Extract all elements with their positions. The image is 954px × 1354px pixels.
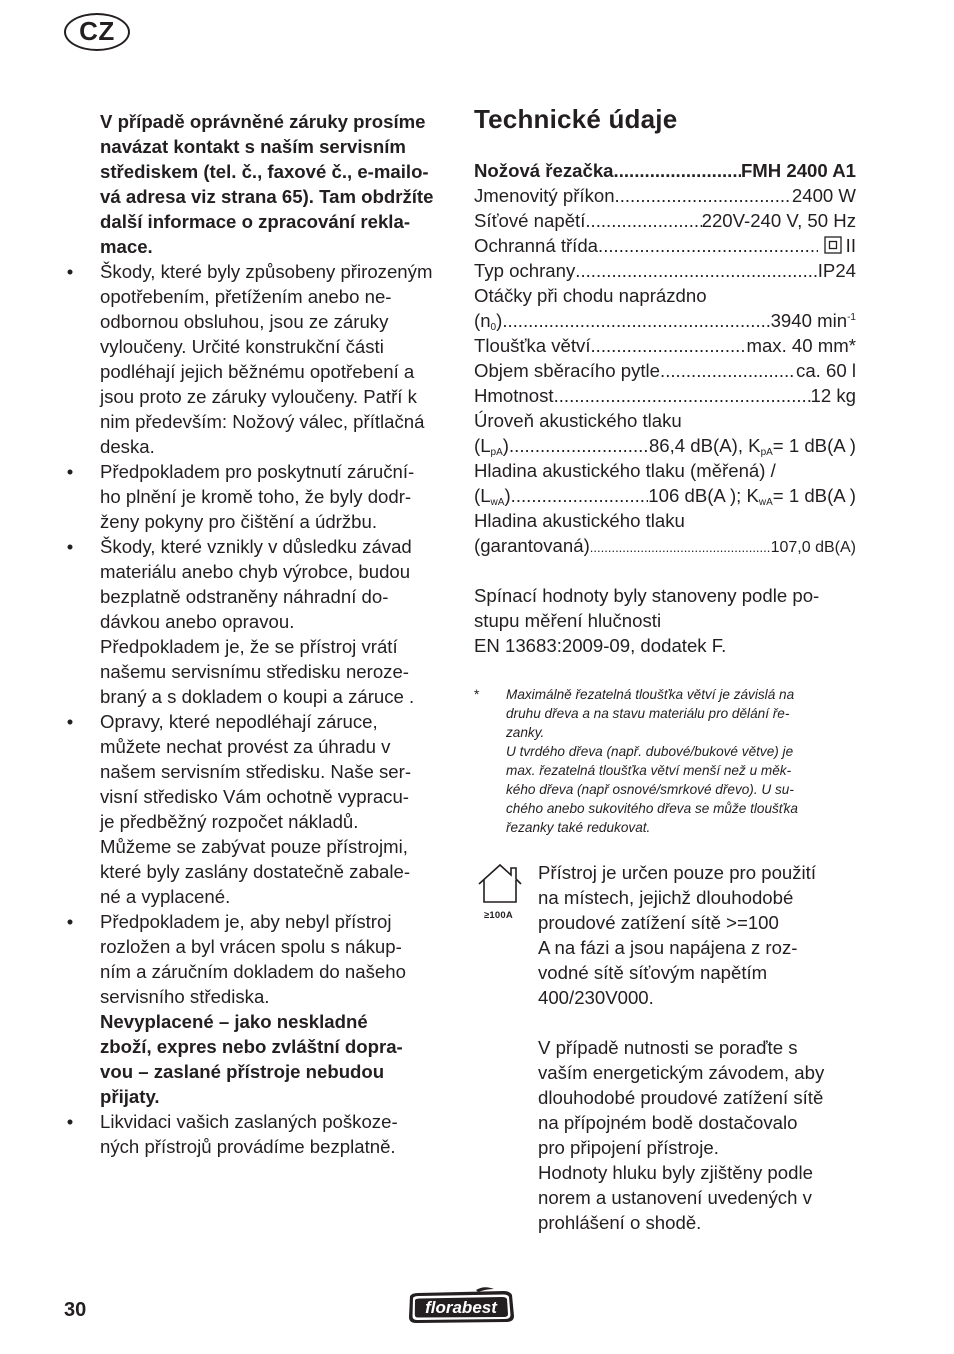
current-rating-label: ≥100A <box>484 910 513 921</box>
text-line: norem a ustanovení uvedených v <box>538 1187 812 1208</box>
text-line: ných přístrojů provádíme bezplatně. <box>100 1136 396 1157</box>
double-insulation-icon <box>824 236 842 254</box>
text-line: ním a záručním dokladem do našeho <box>100 961 406 982</box>
spec-value: 2400 W <box>791 185 856 206</box>
spec-label: Typ ochrany <box>474 260 576 281</box>
spec-value <box>818 233 856 258</box>
text-line: visní středisko Vám ochotně vypracu- <box>100 786 409 807</box>
label-sub: wA <box>490 497 505 508</box>
section-heading: Technické údaje <box>474 104 678 134</box>
warranty-bullet-5 <box>64 909 454 1109</box>
footnote-star: * <box>474 687 480 702</box>
text-line: Opravy, které nepodléhají záruce, <box>100 711 378 732</box>
text-line: V případě nutnosti se poraďte s <box>538 1037 798 1058</box>
dot-leader <box>598 233 818 258</box>
text-line: rozložen a byl vrácen spolu s nákup- <box>100 936 402 957</box>
warranty-bullet-6 <box>64 1109 454 1159</box>
text-line: mace. <box>100 236 153 257</box>
spec-value <box>648 483 856 508</box>
spec-value: ca. 60 l <box>796 360 856 381</box>
label-part: ) <box>496 310 503 331</box>
value-part: 3940 min <box>770 310 848 331</box>
text-line: dlouhodobé proudové zatížení sítě <box>538 1087 824 1108</box>
text-line: jsou proto ze záruky vyloučeny. Patří k <box>100 386 417 407</box>
dot-leader <box>575 258 817 283</box>
bold-text-line: zboží, expres nebo zvláštní dopra- <box>100 1036 403 1057</box>
spec-sound-power-guaranteed <box>474 533 856 558</box>
text-line: max. řezatelná tloušťka větví menší než u měk- <box>506 763 792 778</box>
bold-text-line: přijaty. <box>100 1086 160 1107</box>
text-line: pro připojení přístroje. <box>538 1137 719 1158</box>
text-line: bezplatně odstraněny náhradní do- <box>100 586 389 607</box>
dot-leader <box>554 383 811 408</box>
text-line: které byly zaslány dostatečně zabale- <box>100 861 411 882</box>
text-line: 400/230V000. <box>538 987 654 1008</box>
label-sub: pA <box>490 447 503 458</box>
text-line: vyloučeny. Určité konstrukční části <box>100 336 384 357</box>
bullet-dot: • <box>66 911 74 932</box>
text-line: A na fázi a jsou napájena z roz- <box>538 937 798 958</box>
bullet-dot: • <box>66 711 74 732</box>
text-line: na přípojném bodě dostačovalo <box>538 1112 798 1133</box>
text-line: střediskem (tel. č., faxové č., e-mailo- <box>100 161 429 182</box>
spec-label: Objem sběracího pytle <box>474 360 661 381</box>
spec-sound-power-measured <box>474 483 856 508</box>
spec-bag-volume <box>474 358 856 383</box>
text-line: stupu měření hlučnosti <box>474 610 662 631</box>
text-line: chého anebo sukovitého dřeva se může tloušťka <box>506 801 798 816</box>
spec-value: max. 40 mm* <box>746 335 856 356</box>
bold-text-line: vou – zaslané přístroje nebudou <box>100 1061 385 1082</box>
warranty-column <box>64 109 454 1159</box>
dot-leader <box>585 208 701 233</box>
spec-label: Nožová řezačka <box>474 160 614 181</box>
text-line: Předpokladem pro poskytnutí záruční- <box>100 461 415 482</box>
text-line: našemu servisnímu středisku neroze- <box>100 661 409 682</box>
dot-leader <box>591 333 747 358</box>
grid-requirement-block <box>474 860 856 1235</box>
text-line: Spínací hodnoty byly stanoveny podle po- <box>474 585 820 606</box>
class-value-text: II <box>845 235 856 256</box>
logo-text: florabest <box>425 1298 497 1317</box>
spec-branch-thickness <box>474 333 856 358</box>
spec-label: Jmenovitý příkon <box>474 185 615 206</box>
text-line: deska. <box>100 436 155 457</box>
dot-leader <box>660 358 796 383</box>
text-line: Můžeme se zabývat pouze přístrojmi, <box>100 836 408 857</box>
text-line: ho plnění je kromě toho, že byly dodr- <box>100 486 412 507</box>
label-sub: 0 <box>490 322 497 333</box>
dot-leader <box>502 308 770 333</box>
spec-product <box>474 158 856 183</box>
warranty-intro <box>100 109 454 259</box>
page-number: 30 <box>64 1299 87 1321</box>
spec-label: Tloušťka větví <box>474 335 591 356</box>
text-line: EN 13683:2009-09, dodatek F. <box>474 635 727 656</box>
text-line: servisního střediska. <box>100 986 270 1007</box>
text-line: V případě oprávněné záruky prosíme <box>100 111 426 132</box>
text-line: Škody, které byly způsobeny přirozeným <box>100 261 433 282</box>
florabest-logo <box>406 1286 516 1326</box>
spec-value: IP24 <box>817 260 856 281</box>
spec-title: Hladina akustického tlaku (měřená) / <box>474 460 776 481</box>
text-line: na místech, jejichž dlouhodobé <box>538 887 794 908</box>
spec-weight <box>474 383 856 408</box>
language-badge: CZ <box>64 13 130 51</box>
warranty-bullet-3 <box>64 534 454 709</box>
bullet-dot: • <box>66 1111 74 1132</box>
text-line: druhu dřeva a na stavu materiálu pro dělání ře- <box>506 706 790 721</box>
label-part: (L <box>474 435 491 456</box>
spec-label: Hmotnost <box>474 385 554 406</box>
spec-value <box>649 433 856 458</box>
value-part: 106 dB(A ); K <box>648 485 759 506</box>
warranty-bullet-1 <box>64 259 454 459</box>
spec-value: FMH 2400 A1 <box>740 160 856 181</box>
spec-protection-class <box>474 233 856 258</box>
text-line: proudové zatížení sítě >=100 <box>538 912 779 933</box>
text-line: podléhají jejich běžnému opotřebení a <box>100 361 415 382</box>
dot-leader <box>509 433 649 458</box>
text-line: Hodnoty hluku byly zjištěny podle <box>538 1162 813 1183</box>
spec-label: (garantovaná) <box>474 535 590 556</box>
spec-power <box>474 183 856 208</box>
text-line: je předběžný rozpočet nákladů. <box>100 811 359 832</box>
spec-label <box>474 308 502 333</box>
spec-ip-rating <box>474 258 856 283</box>
text-line: ženy pokyny pro čištění a údržbu. <box>100 511 377 532</box>
text-line: né a vyplacené. <box>100 886 231 907</box>
label-part: (n <box>474 310 491 331</box>
value-part: = 1 dB(A ) <box>772 435 856 456</box>
bullet-dot: • <box>66 461 74 482</box>
value-part: 86,4 dB(A), K <box>648 435 761 456</box>
text-line: prohlášení o shodě. <box>538 1212 702 1233</box>
text-line: U tvrdého dřeva (např. dubové/bukové větve) je <box>506 744 794 759</box>
text-line: Likvidaci vašich zaslaných poškoze- <box>100 1111 398 1132</box>
label-part: ) <box>502 435 509 456</box>
text-line: braný a s dokladem o koupi a záruce . <box>100 686 415 707</box>
bullet-dot: • <box>66 261 74 282</box>
spec-label <box>474 433 509 458</box>
text-line: nim především: Nožový válec, přítlačná <box>100 411 425 432</box>
text-line: dávkou anebo opravou. <box>100 611 295 632</box>
spec-label: Ochranná třída <box>474 235 599 256</box>
label-part: ) <box>504 485 511 506</box>
text-line: našem servisním středisku. Naše ser- <box>100 761 412 782</box>
text-line: Škody, které vznikly v důsledku závad <box>100 536 412 557</box>
text-line: navázat kontakt s naším servisním <box>100 136 406 157</box>
bold-text-line: Nevyplacené – jako neskladné <box>100 1011 368 1032</box>
label-part: (L <box>474 485 491 506</box>
warranty-bullet-4 <box>64 709 454 909</box>
text-line: můžete nechat provést za úhradu v <box>100 736 391 757</box>
text-line: opotřebením, přetížením anebo ne- <box>100 286 392 307</box>
text-line: Předpokladem je, že se přístroj vrátí <box>100 636 398 657</box>
spec-title: Hladina akustického tlaku <box>474 510 685 531</box>
spacer <box>538 1010 856 1035</box>
footnote <box>474 685 856 837</box>
spec-title: Otáčky při chodu naprázdno <box>474 285 707 306</box>
spec-voltage <box>474 208 856 233</box>
text-line: Předpokladem je, aby nebyl přístroj <box>100 911 392 932</box>
text-line: vodné sítě síťovým napětím <box>538 962 768 983</box>
spec-title: Úroveň akustického tlaku <box>474 410 682 431</box>
warranty-bullet-2 <box>64 459 454 534</box>
technical-data-column <box>474 100 856 1235</box>
text-line: zanky. <box>506 725 545 740</box>
text-line: Přístroj je určen pouze pro použití <box>538 862 817 883</box>
spec-label <box>474 483 511 508</box>
value-sup: -1 <box>847 312 856 323</box>
dot-leader <box>511 483 649 508</box>
spec-rpm <box>474 308 856 333</box>
text-line: další informace o zpracování rekla- <box>100 211 411 232</box>
text-line: materiálu anebo chyb výrobce, budou <box>100 561 411 582</box>
bullet-dot: • <box>66 536 74 557</box>
value-sub: wA <box>758 497 773 508</box>
value-sub: pA <box>760 447 773 458</box>
dot-leader <box>615 183 792 208</box>
dot-leader <box>590 535 771 560</box>
spec-value: 107,0 dB(A) <box>770 539 856 556</box>
value-part: = 1 dB(A ) <box>772 485 856 506</box>
switching-values-text <box>474 583 856 658</box>
text-line: vá adresa viz strana 65). Tam obdržíte <box>100 186 434 207</box>
spec-value: 220V-240 V, 50 Hz <box>701 210 856 231</box>
text-line: odbornou obsluhou, jsou ze záruky <box>100 311 389 332</box>
spec-sound-pressure <box>474 433 856 458</box>
text-line: kého dřeva (např osnové/smrkové dřevo). U su- <box>506 782 794 797</box>
spec-value <box>771 308 856 333</box>
text-line: řezanky také redukovat. <box>506 820 651 835</box>
dot-leader <box>614 158 741 183</box>
text-line: vaším energetickým závodem, aby <box>538 1062 825 1083</box>
spec-value: 12 kg <box>810 385 856 406</box>
text-line: Maximálně řezatelná tloušťka větví je závislá na <box>506 687 795 702</box>
spec-label: Síťové napětí <box>474 210 586 231</box>
